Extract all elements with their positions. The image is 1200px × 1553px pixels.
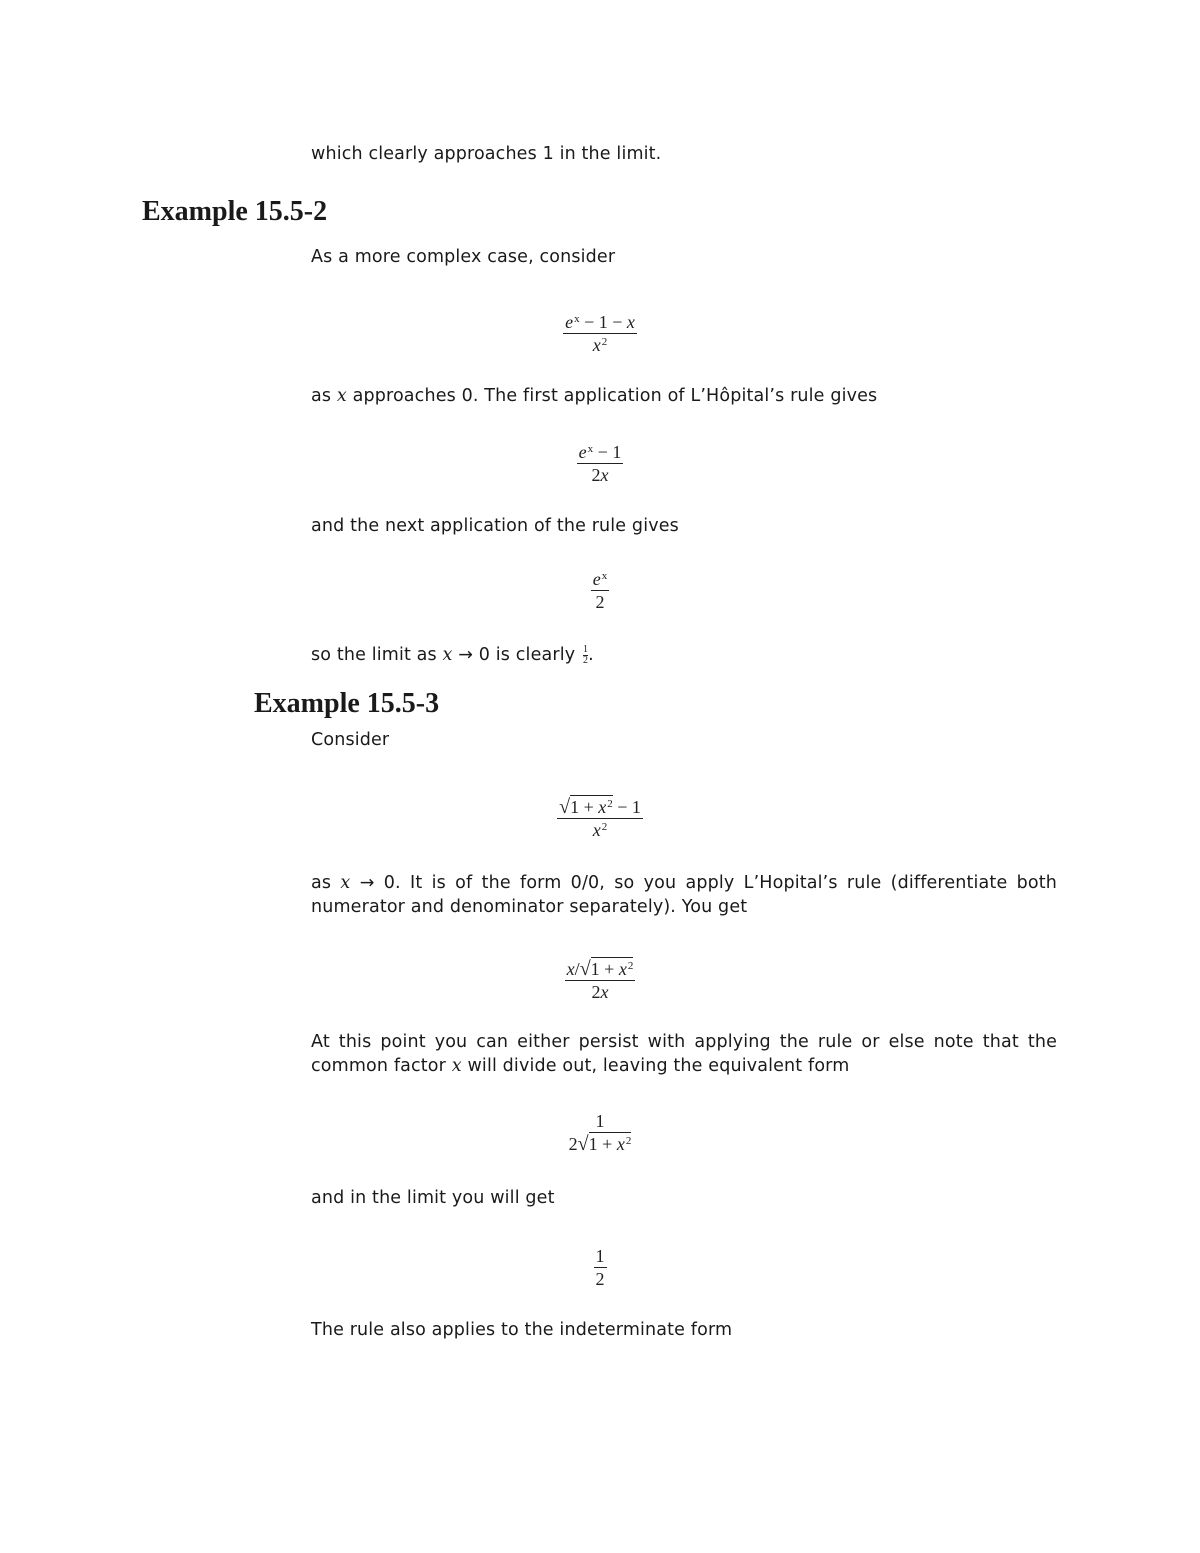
example-2-paragraph-3: and the next application of the rule gives: [311, 516, 679, 536]
example-3-paragraph-4: and in the limit you will get: [311, 1188, 555, 1208]
example-3-paragraph-2: as x → 0. It is of the form 0/0, so you apply L’Hopital’s rule (differentiate both numerator and denominator separately). You get: [311, 873, 1057, 917]
example-2-formula-2: $\frac{e^x - 1}{2x}$: [578, 442, 622, 485]
example-3-paragraph-5: The rule also applies to the indeterminate form: [311, 1320, 733, 1340]
example-3-formula-3: $\frac{1}{2√1 + x^2}$: [568, 1111, 632, 1155]
example-2-heading: Example 15.5-2: [142, 196, 328, 227]
intro-text: which clearly approaches 1 in the limit.: [311, 144, 662, 164]
example-3-paragraph-3: At this point you can either persist with applying the rule or else note that the common factor x will divide out, leaving the equivalent form: [311, 1032, 1057, 1076]
example-2-formula-1: $\frac{e^x - 1 - x}{x^2}$: [565, 312, 635, 355]
example-3-formula-1: $\frac{√1 + x^2 - 1}{x^2}$: [559, 796, 641, 840]
example-3-formula-2: $\frac{x/√1 + x^2}{2x}$: [566, 958, 634, 1002]
example-3-paragraph-1: Consider: [311, 730, 390, 750]
example-3-heading: Example 15.5-3: [254, 688, 440, 719]
example-2-formula-3: $\frac{e^x}{2}$: [592, 569, 608, 612]
example-3-formula-4: $\frac{1}{2}$: [595, 1246, 605, 1289]
example-2-paragraph-1: As a more complex case, consider: [311, 247, 616, 267]
example-2-paragraph-2: as x approaches 0. The first application of L’Hôpital’s rule gives: [311, 386, 878, 406]
example-2-paragraph-4: so the limit as x → 0 is clearly $\frac{1}{2}$ .: [311, 643, 594, 666]
half-inline-fraction: $\frac{1}{2}$: [582, 643, 589, 666]
